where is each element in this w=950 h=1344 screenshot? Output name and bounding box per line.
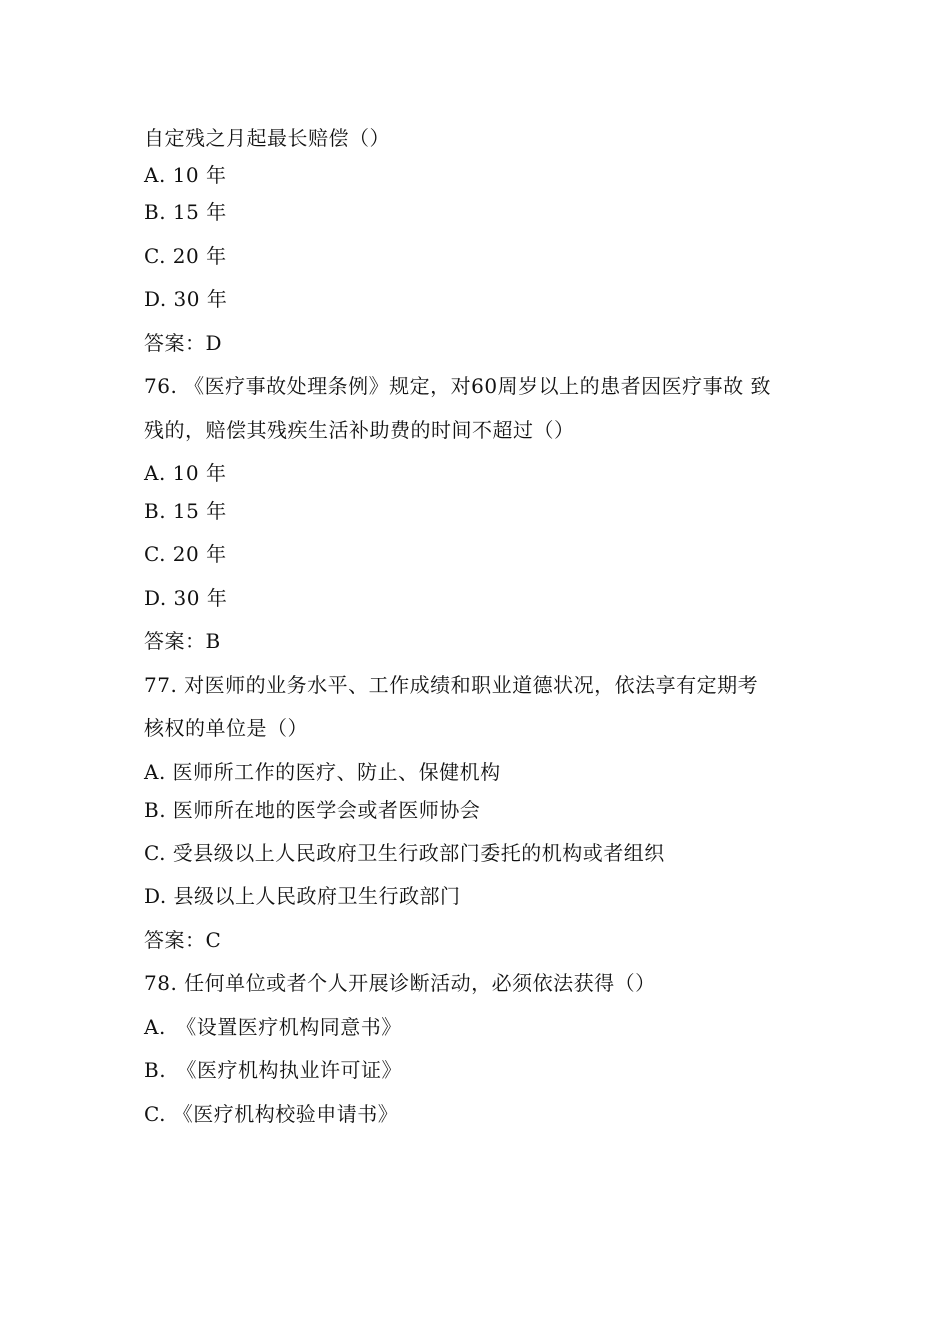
- q76-option-b: B. 15 年: [144, 499, 227, 523]
- q77-stem-line-2: 核权的单位是（）: [144, 716, 308, 740]
- q76-answer: 答案：B: [144, 629, 221, 653]
- q77-answer: 答案：C: [144, 928, 222, 952]
- q77-stem-line-1: 77. 对医师的业务水平、工作成绩和职业道德状况，依法享有定期考: [144, 673, 759, 697]
- q77-option-c: C. 受县级以上人民政府卫生行政部门委托的机构或者组织: [144, 841, 665, 865]
- q75-option-c: C. 20 年: [144, 244, 227, 268]
- q78-option-c: C. 《医疗机构校验申请书》: [144, 1102, 399, 1126]
- q75-answer: 答案：D: [144, 331, 223, 355]
- q77-option-b: B. 医师所在地的医学会或者医师协会: [144, 798, 481, 822]
- q76-option-a: A. 10 年: [144, 461, 227, 485]
- q76-stem-line-2: 残的，赔偿其残疾生活补助费的时间不超过（）: [144, 418, 575, 442]
- q78-option-b: B. 《医疗机构执业许可证》: [144, 1058, 403, 1082]
- q76-stem-line-1: 76. 《医疗事故处理条例》规定，对60周岁以上的患者因医疗事故 致: [144, 374, 771, 398]
- q76-option-c: C. 20 年: [144, 542, 227, 566]
- q77-option-a: A. 医师所工作的医疗、防止、保健机构: [144, 760, 501, 784]
- q75-stem-line: 自定残之月起最长赔偿（）: [144, 126, 390, 150]
- q78-stem-line-1: 78. 任何单位或者个人开展诊断活动，必须依法获得（）: [144, 971, 656, 995]
- q75-option-a: A. 10 年: [144, 163, 227, 187]
- q78-option-a: A. 《设置医疗机构同意书》: [144, 1015, 402, 1039]
- q76-option-d: D. 30 年: [144, 586, 228, 610]
- q75-option-b: B. 15 年: [144, 200, 227, 224]
- q77-option-d: D. 县级以上人民政府卫生行政部门: [144, 884, 461, 908]
- q75-option-d: D. 30 年: [144, 287, 228, 311]
